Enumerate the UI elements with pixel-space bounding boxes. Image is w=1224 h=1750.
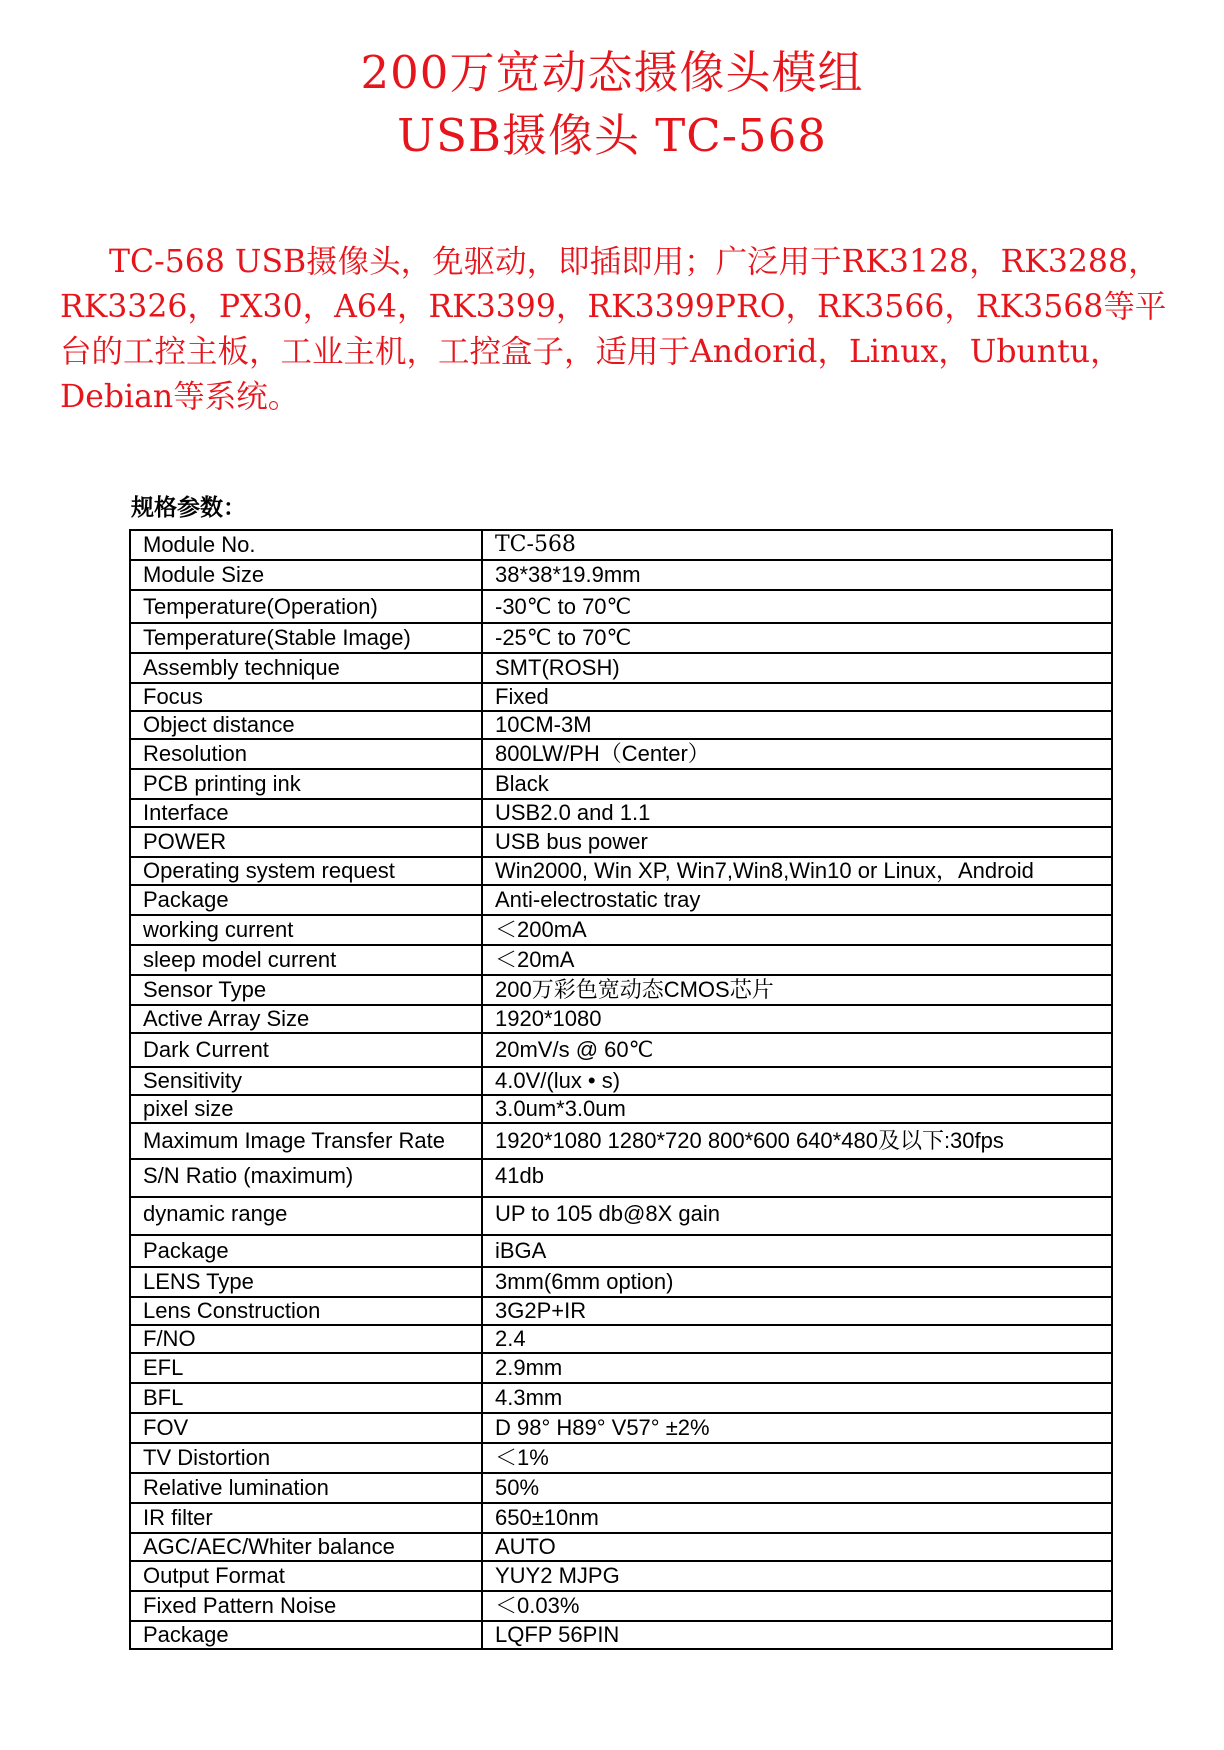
intro-paragraph	[60, 240, 1170, 420]
spec-label: Relative lumination	[130, 1473, 482, 1503]
spec-row	[130, 623, 1112, 653]
spec-label: Package	[130, 1235, 482, 1267]
spec-label: Active Array Size	[130, 1005, 482, 1033]
spec-value: Anti-electrostatic tray	[482, 885, 1112, 915]
spec-value: Fixed	[482, 683, 1112, 711]
intro-text: TC-568 USB摄像头，免驱动，即插即用；广泛用于RK3128，RK3288，RK3326，PX30，A64，RK3399，RK3399PRO，RK3566，RK3568等平台的工控主板，工业主机，工控盒子，适用于Andorid，Linux，Ubuntu，Debian等系统。	[60, 244, 1167, 415]
spec-table-body	[130, 530, 1112, 1649]
spec-value: Win2000, Win XP, Win7,Win8,Win10 or Linux，Android	[482, 857, 1112, 885]
spec-label: Resolution	[130, 739, 482, 769]
spec-row	[130, 1159, 1112, 1197]
spec-label: sleep model current	[130, 945, 482, 975]
document-subtitle: USB摄像头 TC-568	[397, 109, 827, 162]
spec-label: Package	[130, 885, 482, 915]
spec-label: Temperature(Operation)	[130, 590, 482, 623]
spec-label: Temperature(Stable Image)	[130, 623, 482, 653]
spec-label: Sensor Type	[130, 975, 482, 1005]
spec-row	[130, 1267, 1112, 1297]
spec-row	[130, 1353, 1112, 1383]
spec-label: Dark Current	[130, 1033, 482, 1067]
spec-value: SMT(ROSH)	[482, 653, 1112, 683]
spec-value: ＜20mA	[482, 945, 1112, 975]
spec-label: Module Size	[130, 560, 482, 590]
spec-label: IR filter	[130, 1503, 482, 1533]
spec-label: dynamic range	[130, 1197, 482, 1235]
spec-value: -30℃ to 70℃	[482, 590, 1112, 623]
spec-value: 2.4	[482, 1325, 1112, 1353]
spec-row	[130, 1533, 1112, 1561]
spec-row	[130, 739, 1112, 769]
spec-label: Focus	[130, 683, 482, 711]
spec-row	[130, 799, 1112, 827]
spec-label: PCB printing ink	[130, 769, 482, 799]
spec-label: Sensitivity	[130, 1067, 482, 1095]
spec-value: UP to 105 db@8X gain	[482, 1197, 1112, 1235]
spec-label: EFL	[130, 1353, 482, 1383]
document-title: 200万宽动态摄像头模组	[360, 46, 864, 99]
spec-value: AUTO	[482, 1533, 1112, 1561]
spec-row	[130, 1067, 1112, 1095]
spec-label: AGC/AEC/Whiter balance	[130, 1533, 482, 1561]
spec-row	[130, 1005, 1112, 1033]
spec-value: 4.3mm	[482, 1383, 1112, 1413]
spec-label: POWER	[130, 827, 482, 857]
spec-row	[130, 1297, 1112, 1325]
spec-row	[130, 530, 1112, 560]
spec-value: 3.0um*3.0um	[482, 1095, 1112, 1123]
spec-value: 1920*1080 1280*720 800*600 640*480及以下:30fps	[482, 1123, 1112, 1159]
spec-label: FOV	[130, 1413, 482, 1443]
spec-row	[130, 590, 1112, 623]
spec-value: USB2.0 and 1.1	[482, 799, 1112, 827]
spec-row	[130, 560, 1112, 590]
spec-row	[130, 1473, 1112, 1503]
spec-label: Module No.	[130, 530, 482, 560]
spec-label: pixel size	[130, 1095, 482, 1123]
spec-row	[130, 1197, 1112, 1235]
spec-row	[130, 1443, 1112, 1473]
spec-row	[130, 711, 1112, 739]
spec-row	[130, 769, 1112, 799]
spec-value: 1920*1080	[482, 1005, 1112, 1033]
spec-row	[130, 827, 1112, 857]
spec-value: D 98° H89° V57° ±2%	[482, 1413, 1112, 1443]
spec-value: 800LW/PH（Center）	[482, 739, 1112, 769]
spec-value: 200万彩色宽动态CMOS芯片	[482, 975, 1112, 1005]
spec-value: 41db	[482, 1159, 1112, 1197]
spec-label: TV Distortion	[130, 1443, 482, 1473]
spec-value: ＜0.03%	[482, 1591, 1112, 1621]
spec-row	[130, 915, 1112, 945]
spec-label: Object distance	[130, 711, 482, 739]
spec-value: 2.9mm	[482, 1353, 1112, 1383]
spec-label: BFL	[130, 1383, 482, 1413]
spec-value: 20mV/s @ 60℃	[482, 1033, 1112, 1067]
spec-row	[130, 975, 1112, 1005]
spec-value: 3mm(6mm option)	[482, 1267, 1112, 1297]
spec-row	[130, 1503, 1112, 1533]
spec-row	[130, 1095, 1112, 1123]
spec-value: YUY2 MJPG	[482, 1561, 1112, 1591]
spec-value: iBGA	[482, 1235, 1112, 1267]
spec-label: Lens Construction	[130, 1297, 482, 1325]
spec-label: Assembly technique	[130, 653, 482, 683]
spec-value: 4.0V/(lux • s)	[482, 1067, 1112, 1095]
spec-value: 3G2P+IR	[482, 1297, 1112, 1325]
spec-label: Output Format	[130, 1561, 482, 1591]
spec-value: 38*38*19.9mm	[482, 560, 1112, 590]
spec-table	[129, 529, 1113, 1650]
spec-value: Black	[482, 769, 1112, 799]
spec-row	[130, 885, 1112, 915]
spec-label: Package	[130, 1621, 482, 1649]
spec-row	[130, 857, 1112, 885]
spec-value: 650±10nm	[482, 1503, 1112, 1533]
spec-label: Interface	[130, 799, 482, 827]
spec-value: ＜1%	[482, 1443, 1112, 1473]
spec-row	[130, 945, 1112, 975]
spec-value: LQFP 56PIN	[482, 1621, 1112, 1649]
spec-label: Fixed Pattern Noise	[130, 1591, 482, 1621]
spec-value: -25℃ to 70℃	[482, 623, 1112, 653]
spec-row	[130, 1123, 1112, 1159]
spec-row	[130, 1383, 1112, 1413]
spec-label: Operating system request	[130, 857, 482, 885]
spec-row	[130, 653, 1112, 683]
spec-label: working current	[130, 915, 482, 945]
spec-row	[130, 683, 1112, 711]
spec-value: ＜200mA	[482, 915, 1112, 945]
spec-row	[130, 1621, 1112, 1649]
spec-value: USB bus power	[482, 827, 1112, 857]
spec-row	[130, 1033, 1112, 1067]
spec-value: TC-568	[482, 530, 1112, 560]
spec-label: Maximum Image Transfer Rate	[130, 1123, 482, 1159]
spec-row	[130, 1413, 1112, 1443]
spec-row	[130, 1591, 1112, 1621]
spec-row	[130, 1561, 1112, 1591]
spec-row	[130, 1325, 1112, 1353]
spec-label: LENS Type	[130, 1267, 482, 1297]
spec-value: 50%	[482, 1473, 1112, 1503]
spec-row	[130, 1235, 1112, 1267]
spec-value: 10CM-3M	[482, 711, 1112, 739]
spec-heading: 规格参数：	[131, 494, 246, 520]
spec-label: S/N Ratio (maximum)	[130, 1159, 482, 1197]
spec-label: F/NO	[130, 1325, 482, 1353]
